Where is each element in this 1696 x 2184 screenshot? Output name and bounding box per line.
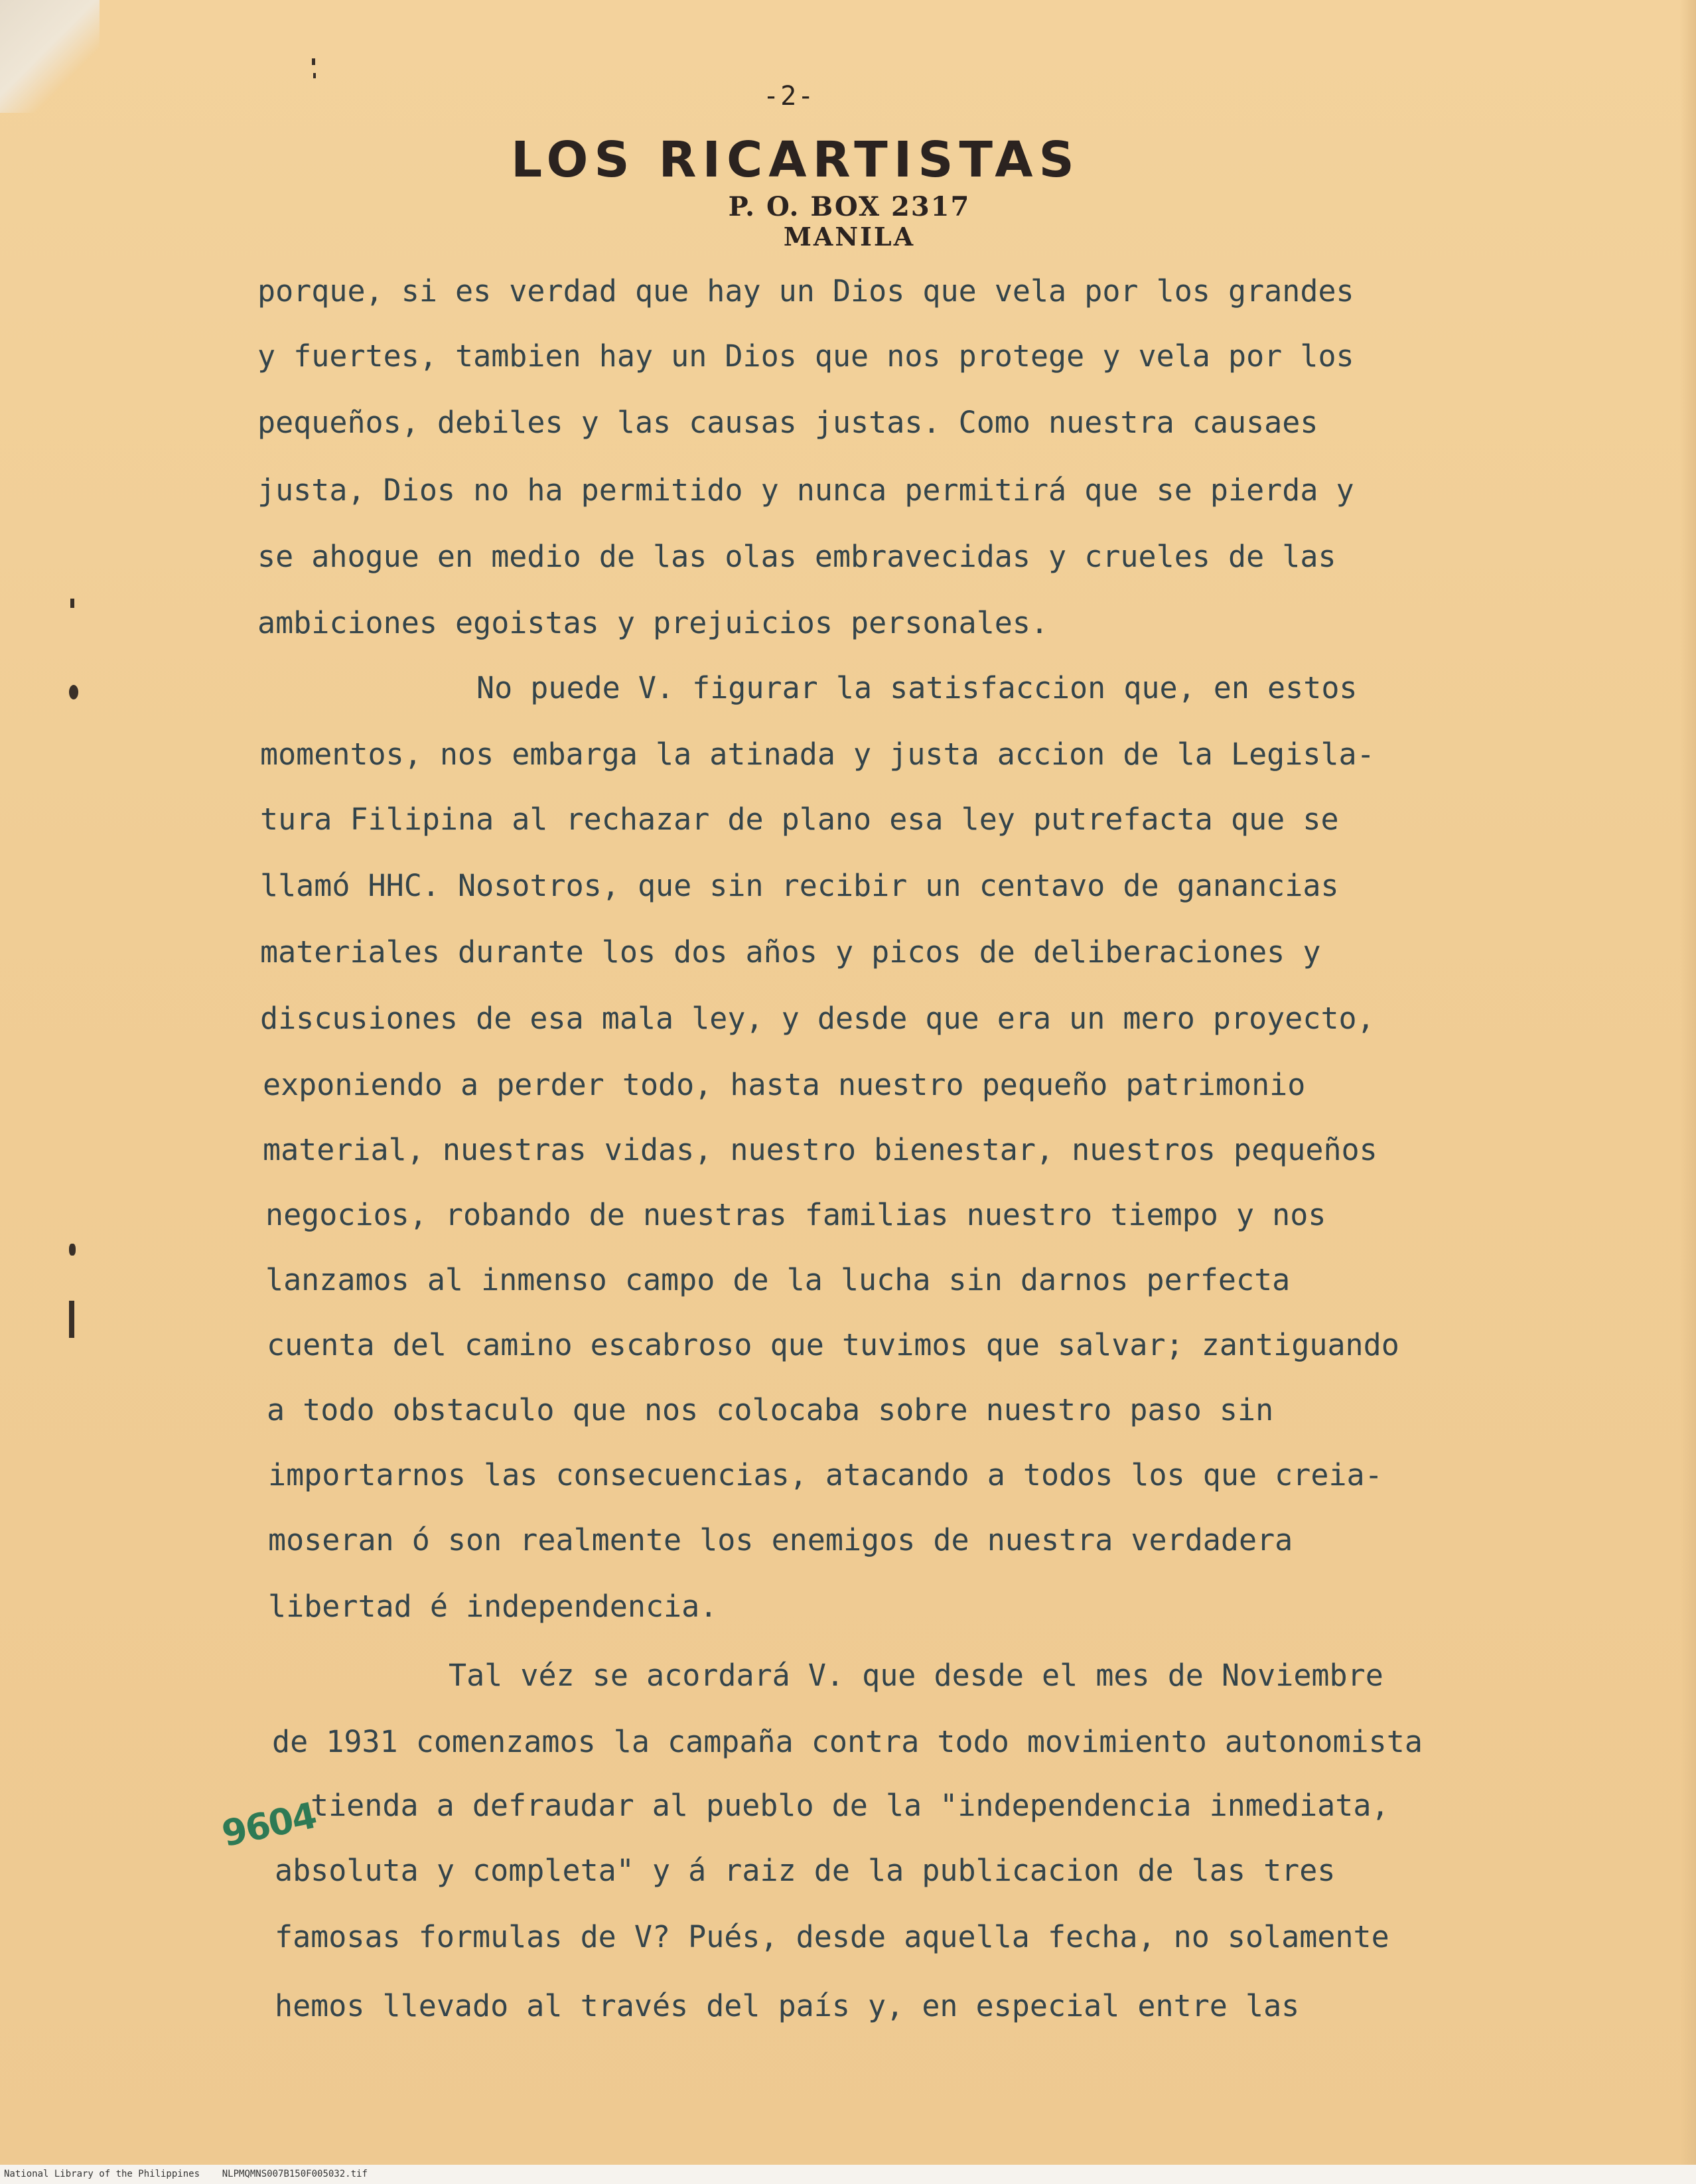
body-line: hemos llevado al través del país y, en especial entre las — [275, 1988, 1300, 2023]
binding-mark — [69, 1301, 74, 1338]
organization-name: LOS RICARTISTAS — [511, 131, 1080, 188]
paper-edge-shadow — [1680, 0, 1696, 2184]
body-line: se ahogue en medio de las olas embravecidas y crueles de las — [257, 539, 1336, 574]
torn-corner — [0, 0, 100, 113]
body-line: importarnos las consecuencias, atacando a todos los que creia- — [268, 1457, 1383, 1492]
body-line: exponiendo a perder todo, hasta nuestro pequeño patrimonio — [263, 1067, 1306, 1102]
body-line: absoluta y completa" y á raiz de la publicacion de las tres — [275, 1853, 1336, 1888]
body-line: porque, si es verdad que hay un Dios que vela por los grandes — [257, 273, 1354, 309]
body-line: lanzamos al inmenso campo de la lucha sin darnos perfecta — [265, 1262, 1291, 1297]
body-line: discusiones de esa mala ley, y desde que era un mero proyecto, — [260, 1001, 1375, 1036]
page-number: -2- — [763, 81, 815, 111]
body-line: famosas formulas de V? Pués, desde aquella fecha, no solamente — [275, 1919, 1389, 1954]
footer-library: National Library of the Philippines — [4, 2169, 200, 2179]
handwritten-annotation: 9604 — [218, 1794, 320, 1856]
body-line: libertad é independencia. — [268, 1589, 718, 1624]
body-line: momentos, nos embarga la atinada y justa accion de la Legisla- — [260, 737, 1375, 772]
binding-mark — [70, 599, 74, 608]
body-line: cuenta del camino escabroso que tuvimos que salvar; zantiguando — [267, 1327, 1399, 1362]
body-line: material, nuestras vidas, nuestro bienestar, nuestros pequeños — [263, 1132, 1378, 1167]
body-line: ambiciones egoistas y prejuicios personales. — [257, 605, 1049, 640]
binding-mark — [313, 73, 316, 78]
body-line: Tal véz se acordará V. que desde el mes de Noviembre — [449, 1658, 1383, 1693]
body-line: tienda a defraudar al pueblo de la "independencia inmediata, — [311, 1788, 1389, 1823]
body-line: a todo obstaculo que nos colocaba sobre nuestro paso sin — [267, 1392, 1274, 1427]
city: MANILA — [783, 222, 916, 252]
body-line: justa, Dios no ha permitido y nunca permitirá que se pierda y — [257, 473, 1354, 508]
body-line: llamó HHC. Nosotros, que sin recibir un centavo de ganancias — [260, 868, 1339, 903]
body-line: pequeños, debiles y las causas justas. Como nuestra causaes — [257, 405, 1318, 440]
body-line: y fuertes, tambien hay un Dios que nos protege y vela por los — [257, 338, 1354, 374]
body-line: No puede V. figurar la satisfaccion que, en estos — [476, 670, 1358, 705]
binding-mark — [69, 685, 78, 699]
body-line: negocios, robando de nuestras familias nuestro tiempo y nos — [265, 1197, 1326, 1232]
body-line: materiales durante los dos años y picos de deliberaciones y — [260, 934, 1321, 970]
body-line: de 1931 comenzamos la campaña contra todo movimiento autonomista — [272, 1724, 1423, 1759]
binding-mark — [69, 1244, 76, 1256]
scan-footer — [4, 2169, 368, 2179]
body-line: moseran ó son realmente los enemigos de nuestra verdadera — [268, 1522, 1293, 1558]
body-line: tura Filipina al rechazar de plano esa ley putrefacta que se — [260, 802, 1339, 837]
po-box: P. O. BOX 2317 — [728, 191, 971, 222]
footer-file-id: NLPMQMNS007B150F005032.tif — [222, 2169, 368, 2179]
binding-mark — [312, 58, 315, 65]
